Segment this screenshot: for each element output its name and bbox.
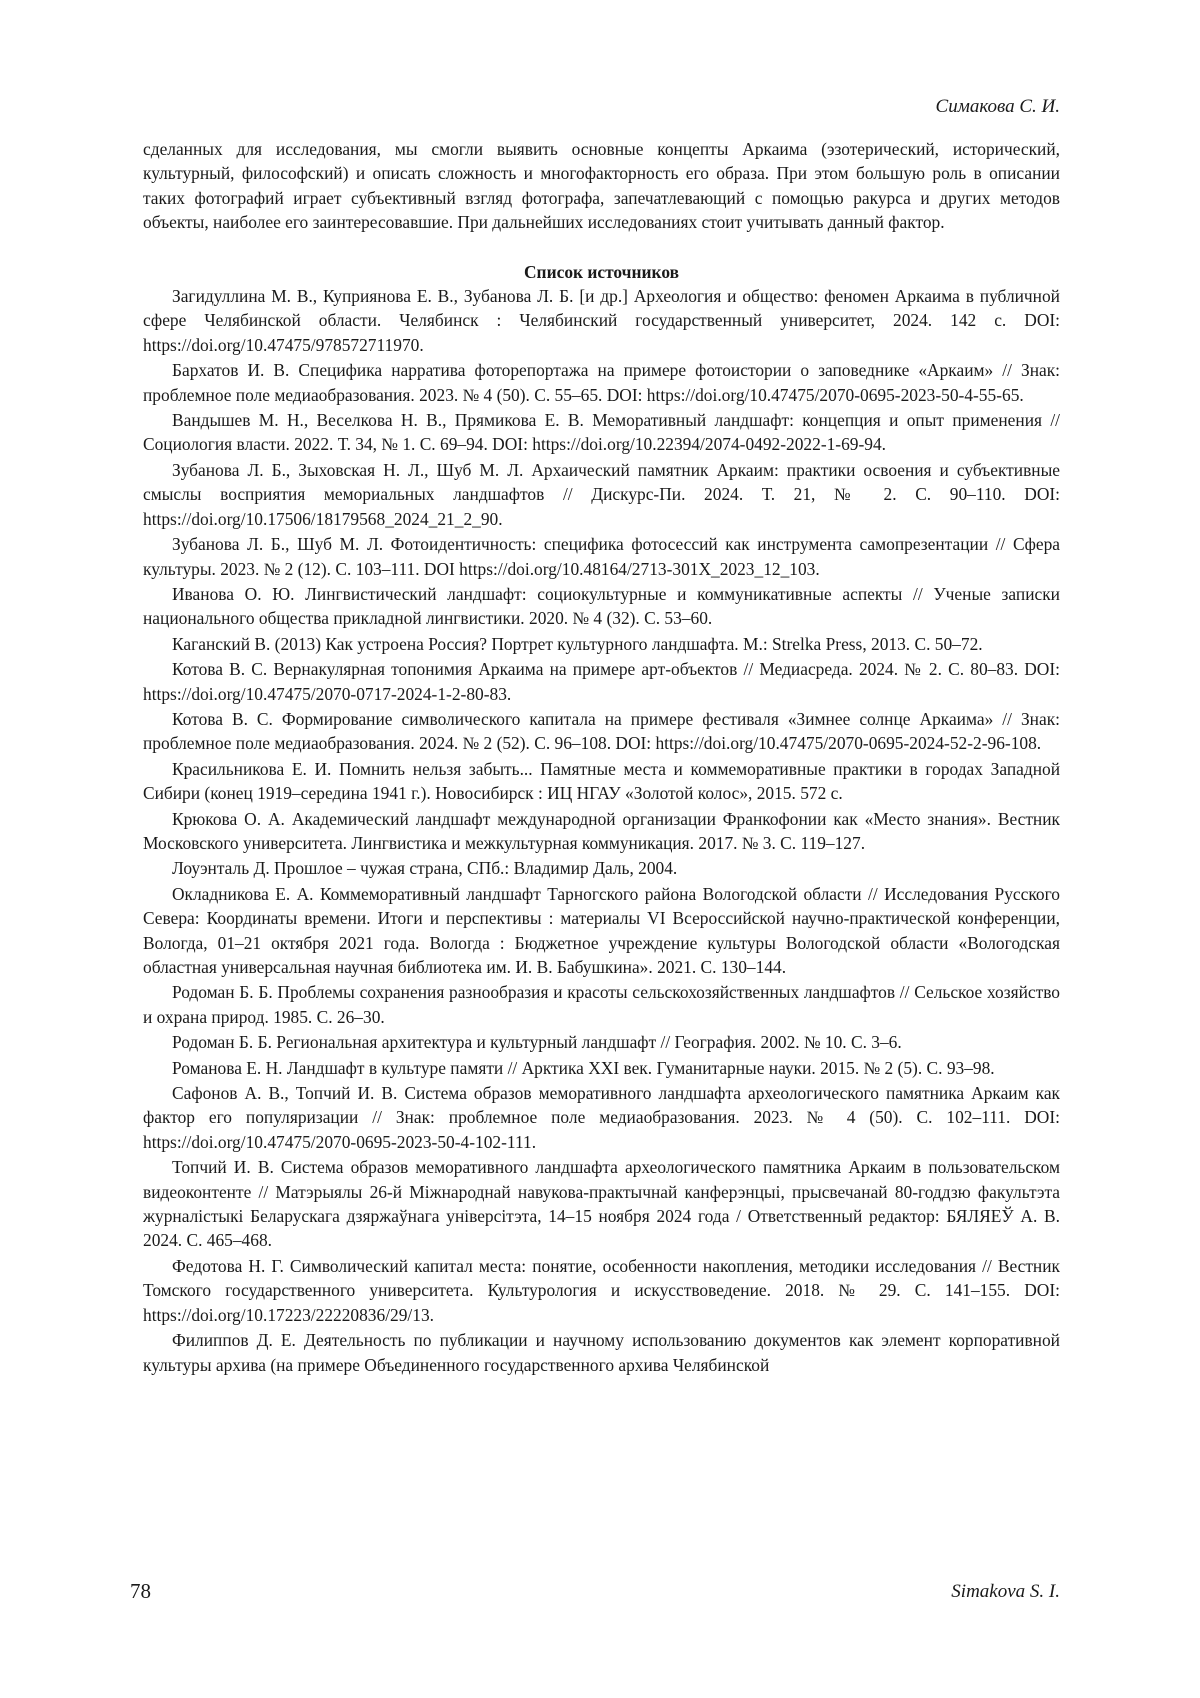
reference-item: Бархатов И. В. Специфика нарратива фоторепортажа на примере фотоистории о заповеднике «Аркаим» // Знак: проблемное поле медиаобразования. 2023. № 4 (50). С. 55–65. DOI: https://doi.org/10.47475/2070-0695-2023-50-4-55-65. xyxy=(143,360,1060,405)
reference-item: Романова Е. Н. Ландшафт в культуре памяти // Арктика XXI век. Гуманитарные науки. 2015. № 2 (5). С. 93–98. xyxy=(172,1057,995,1078)
reference-item: Родоман Б. Б. Проблемы сохранения разнообразия и красоты сельскохозяйственных ландшафтов // Сельское хозяйство и охрана природ. 1985. С. 26–30. xyxy=(143,982,1060,1027)
reference-item: Вандышев М. Н., Веселкова Н. В., Прямикова Е. В. Меморативный ландшафт: концепция и опыт применения // Социология власти. 2022. Т. 34, № 1. С. 69–94. DOI: https://doi.org/10.22394/2074-0492-2022-1-69-94. xyxy=(143,410,1060,455)
reference-item: Красильникова Е. И. Помнить нельзя забыть... Памятные места и коммеморативные практики в городах Западной Сибири (конец 1919–середина 1941 г.). Новосибирск : ИЦ НГАУ «Золотой колос», 2015. 572 с. xyxy=(143,758,1060,804)
reference-item: Лоуэнталь Д. Прошлое – чужая страна, СПб.: Владимир Даль, 2004. xyxy=(172,858,678,879)
reference-item: Зубанова Л. Б., Зыховская Н. Л., Шуб М. Л. Архаический памятник Аркаим: практики освоения и субъективные смыслы восприятия мемориальных ландшафтов // Дискурс-Пи. 2024. Т. 21, № 2. С. 90–110. DOI: https://doi.org/10.17506/18179568_2024_21_2_90. xyxy=(143,459,1060,529)
references-list xyxy=(143,284,1060,1377)
reference-item: Котова В. С. Вернакулярная топонимия Аркаима на примере арт-объектов // Медиасреда. 2024. № 2. С. 80–83. DOI: https://doi.org/10.47475/2070-0717-2024-1-2-80-83. xyxy=(143,659,1060,704)
reference-item: Окладникова Е. А. Коммеморативный ландшафт Тарногского района Вологодской области // Исследования Русского Севера: Координаты времени. Итоги и перспективы : материалы VI Всероссийской научно-практической конференции, Вологда, 01–21 октября 2021 года. Вологда : Бюджетное учреждение культуры Вологодской области «Вологодская областная универсальная научная библиотека им. И. В. Бабушкина». 2021. С. 130–144. xyxy=(143,883,1060,977)
running-header-author: Симакова С. И. xyxy=(935,96,1060,117)
reference-item: Топчий И. В. Система образов меморативного ландшафта археологического памятника Аркаим в пользовательском видеоконтенте // Матэрыялы 26-й Міжнароднай навукова-практычнай канферэнцыі, прысвечанай 80-годдзю факультэта журналістыкі Беларускага дзяржаўнага універсітэта, 14–15 ноября 2024 года / Ответственный редактор: БЯЛЯЕЎ А. В. 2024. С. 465–468. xyxy=(143,1157,1060,1251)
reference-item: Иванова О. Ю. Лингвистический ландшафт: социокультурные и коммуникативные аспекты // Ученые записки национального общества прикладной лингвистики. 2020. № 4 (32). С. 53–60. xyxy=(143,583,1060,629)
page-number: 78 xyxy=(130,1579,151,1603)
reference-item: Федотова Н. Г. Символический капитал места: понятие, особенности накопления, методики исследования // Вестник Томского государственного университета. Культурология и искусствоведение. 2018. № 29. С. 141–155. DOI: https://doi.org/10.17223/22220836/29/13. xyxy=(143,1255,1060,1325)
reference-item: Котова В. С. Формирование символического капитала на примере фестиваля «Зимнее солнце Аркаима» // Знак: проблемное поле медиаобразования. 2024. № 2 (52). С. 96–108. DOI: https://doi.org/10.47475/2070-0695-2024-52-2-96-108. xyxy=(143,708,1060,754)
reference-item: Загидуллина М. В., Куприянова Е. В., Зубанова Л. Б. [и др.] Археология и общество: феномен Аркаима в публичной сфере Челябинской области. Челябинск : Челябинский государственный университет, 2024. 142 с. DOI: https://doi.org/10.47475/978572711970. xyxy=(143,286,1060,355)
reference-item: Родоман Б. Б. Региональная архитектура и культурный ландшафт // География. 2002. № 10. С. 3–6. xyxy=(172,1032,902,1053)
page-content xyxy=(143,137,1060,1378)
reference-item: Крюкова О. А. Академический ландшафт международной организации Франкофонии как «Место знания». Вестник Московского университета. Лингвистика и межкультурная коммуникация. 2017. № 3. С. 119–127. xyxy=(143,808,1060,853)
references-heading: Список источников xyxy=(524,261,679,282)
intro-paragraph: сделанных для исследования, мы смогли выявить основные концепты Аркаима (эзотерический, исторический, культурный, философский) и описать сложность и многофакторность его образа. При этом большую роль в описании таких фотографий играет субъективный взгляд фотографа, запечатлевающий с помощью ракурса и других методов объекты, наиболее его заинтересовавшие. При дальнейших исследованиях стоит учитывать данный фактор. xyxy=(143,139,1060,233)
reference-item: Филиппов Д. Е. Деятельность по публикации и научному использованию документов как элемент корпоративной культуры архива (на примере Объединенного государственного архива Челябинской xyxy=(143,1330,1060,1375)
reference-item: Зубанова Л. Б., Шуб М. Л. Фотоидентичность: специфика фотосессий как инструмента самопрезентации // Сфера культуры. 2023. № 2 (12). С. 103–111. DOI https://doi.org/10.48164/2713-301X_2023_12_103. xyxy=(143,534,1060,579)
reference-item: Каганский В. (2013) Как устроена Россия? Портрет культурного ландшафта. М.: Strelka Press, 2013. С. 50–72. xyxy=(172,633,983,654)
running-footer-author: Simakova S. I. xyxy=(951,1581,1060,1602)
reference-item: Сафонов А. В., Топчий И. В. Система образов меморативного ландшафта археологического памятника Аркаим как фактор его популяризации // Знак: проблемное поле медиаобразования. 2023. № 4 (50). С. 102–111. DOI: https://doi.org/10.47475/2070-0695-2023-50-4-102-111. xyxy=(143,1083,1060,1152)
